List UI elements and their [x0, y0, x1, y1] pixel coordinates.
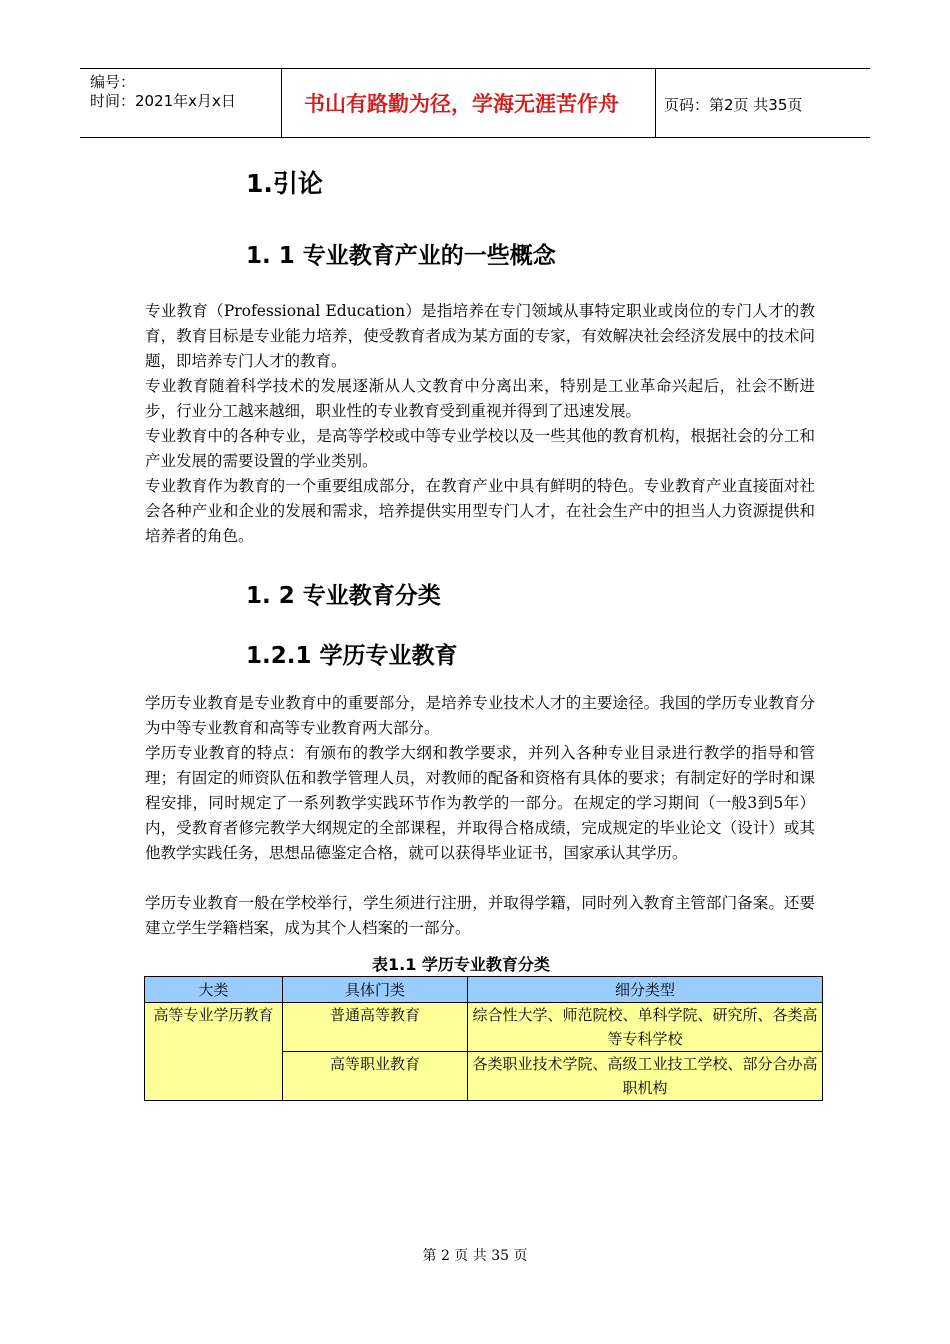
paragraph-3: 专业教育中的各种专业，是高等学校或中等专业学校以及一些其他的教育机构，根据社会的分工和产业发展的需要设置的学业类别。 [145, 427, 815, 470]
page-footer: 第 2 页 共 35 页 [422, 1248, 528, 1264]
table-type-cell: 普通高等教育 [283, 1003, 468, 1052]
page-header [80, 68, 870, 138]
table-category-cell: 高等专业学历教育 [145, 1003, 283, 1101]
paragraph-7: 学历专业教育一般在学校举行，学生须进行注册，并取得学籍，同时列入教育主管部门备案。还要建立学生学籍档案，成为其个人档案的一部分。 [145, 894, 815, 937]
table-header-cell: 细分类型 [468, 977, 823, 1003]
table-caption: 表1.1 学历专业教育分类 [372, 955, 550, 974]
table-header-row [145, 977, 823, 1003]
table-header-cell: 大类 [145, 977, 283, 1003]
education-category-table [144, 976, 823, 1101]
paragraph-1: 专业教育（Professional Education）是指培养在专门领域从事特定职业或岗位的专门人才的教育，教育目标是专业能力培养，使受教育者成为某方面的专家，有效解决社会经济发展中的技术问题，即培养专门人才的教育。 [145, 302, 815, 370]
section-heading-1-2: 1. 2 专业教育分类 [246, 583, 441, 609]
paragraph-2: 专业教育随着科学技术的发展逐渐从人文教育中分离出来，特别是工业革命兴起后，社会不断进步，行业分工越来越细，职业性的专业教育受到重视并得到了迅速发展。 [145, 377, 815, 420]
paragraph-6: 学历专业教育的特点：有颁布的教学大纲和教学要求，并列入各种专业目录进行教学的指导和管理；有固定的师资队伍和教学管理人员，对教师的配备和资格有具体的要求；有制定好的学时和课程安排，同时规定了一系列教学实践环节作为教学的一部分。在规定的学习期间（一般3到5年）内，受教育者修完教学大纲规定的全部课程，并取得合格成绩，完成规定的毕业论文（设计）或其他教学实践任务，思想品德鉴定合格，就可以获得毕业证书，国家承认其学历。 [145, 744, 815, 862]
doc-number-label: 编号： [90, 73, 136, 91]
table-detail-cell: 各类职业技术学院、高级工业技工学校、部分合办高职机构 [468, 1052, 823, 1101]
doc-date-label: 时间：2021年x月x日 [90, 92, 236, 110]
header-motto-cell [282, 69, 656, 137]
section-heading-1-1: 1. 1 专业教育产业的一些概念 [246, 243, 556, 269]
chapter-heading: 1.引论 [246, 169, 323, 198]
table-type-cell: 高等职业教育 [283, 1052, 468, 1101]
table-header-cell: 具体门类 [283, 977, 468, 1003]
header-motto: 书山有路勤为径，学海无涯苦作舟 [304, 92, 619, 116]
table-detail-cell: 综合性大学、师范院校、单科学院、研究所、各类高等专科学校 [468, 1003, 823, 1052]
paragraph-4: 专业教育作为教育的一个重要组成部分，在教育产业中具有鲜明的特色。专业教育产业直接面对社会各种产业和企业的发展和需求，培养提供实用型专门人才，在社会生产中的担当人力资源提供和培养者的角色。 [145, 477, 815, 545]
subsection-heading-1-2-1: 1.2.1 学历专业教育 [246, 643, 458, 669]
table-row [145, 1003, 823, 1052]
header-page-info: 页码：第2页 共35页 [664, 96, 803, 114]
header-meta-cell [80, 69, 282, 137]
paragraph-5: 学历专业教育是专业教育中的重要部分，是培养专业技术人才的主要途径。我国的学历专业教育分为中等专业教育和高等专业教育两大部分。 [145, 694, 815, 737]
header-page-cell [664, 69, 870, 137]
